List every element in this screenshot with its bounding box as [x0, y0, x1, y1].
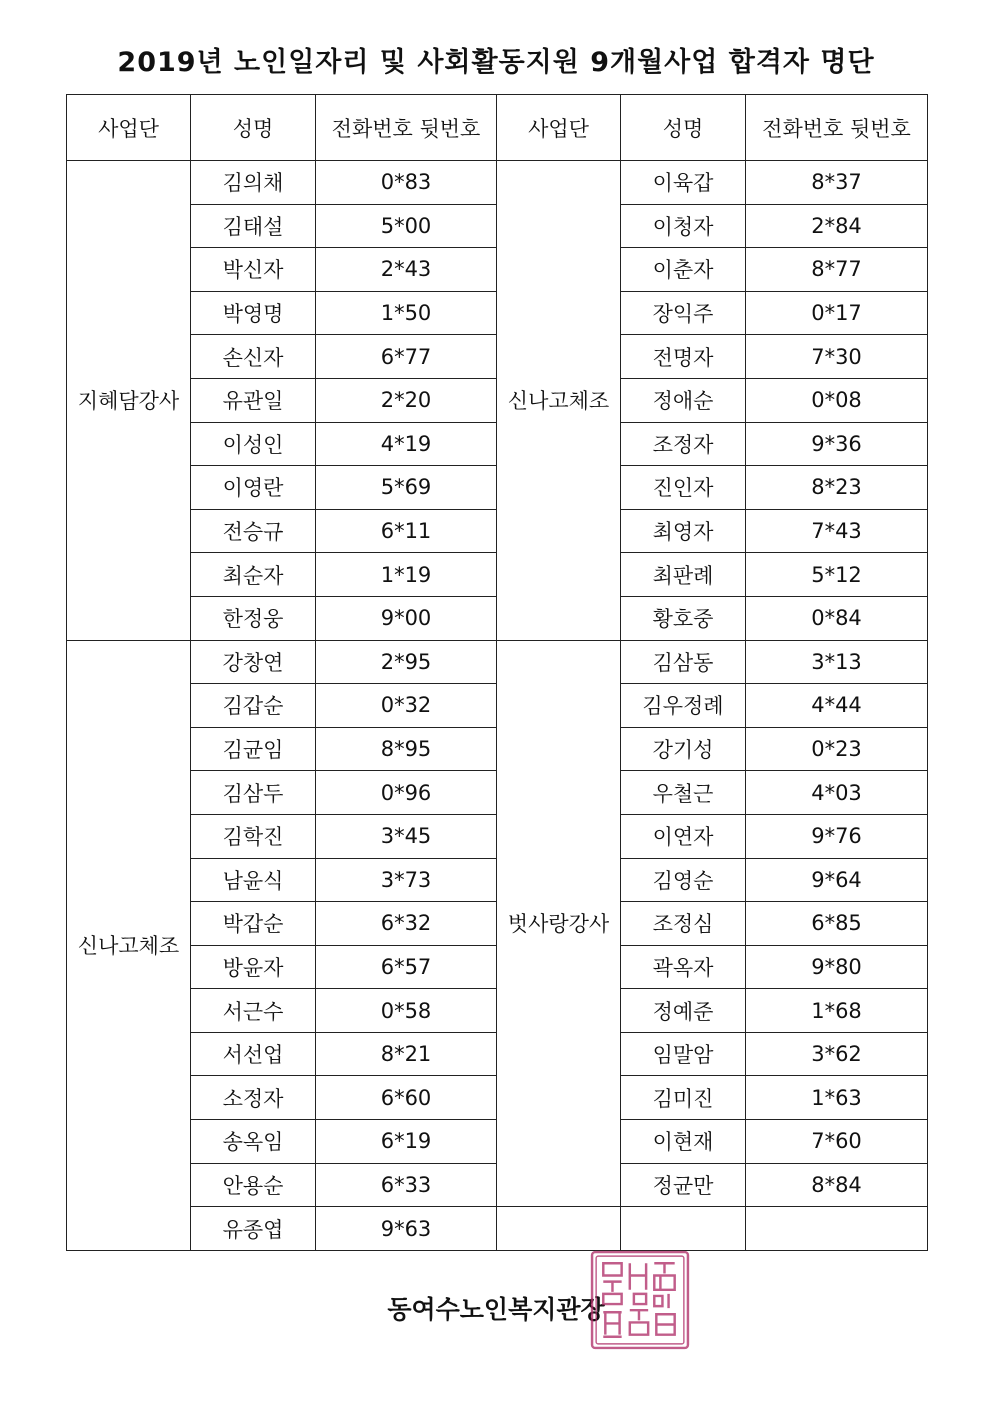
- header-phone-left: 전화번호 뒷번호: [316, 95, 497, 161]
- phone-cell-right: 0*23: [746, 727, 928, 771]
- name-cell-left: 강창연: [191, 640, 316, 684]
- phone-cell-left: 0*32: [316, 684, 497, 728]
- group-cell-left: 지혜담강사: [67, 161, 191, 641]
- name-cell-left: 방윤자: [191, 945, 316, 989]
- phone-cell-right: 4*44: [746, 684, 928, 728]
- empty-cell-right: [497, 1207, 621, 1251]
- phone-cell-right: 0*08: [746, 378, 928, 422]
- document-title: 2019년 노인일자리 및 사회활동지원 9개월사업 합격자 명단: [117, 47, 875, 78]
- name-cell-left: 김삼두: [191, 771, 316, 815]
- name-cell-left: 한정웅: [191, 596, 316, 640]
- name-cell-right: 우철근: [621, 771, 746, 815]
- table-row: [67, 1207, 928, 1251]
- phone-cell-left: 6*11: [316, 509, 497, 553]
- name-cell-left: 안용순: [191, 1163, 316, 1207]
- phone-cell-left: 1*50: [316, 291, 497, 335]
- name-cell-left: 김태설: [191, 204, 316, 248]
- header-phone-right: 전화번호 뒷번호: [746, 95, 928, 161]
- phone-cell-left: 0*83: [316, 161, 497, 205]
- name-cell-left: 서근수: [191, 989, 316, 1033]
- phone-cell-left: 0*96: [316, 771, 497, 815]
- phone-cell-right: 7*30: [746, 335, 928, 379]
- name-cell-right: 정예준: [621, 989, 746, 1033]
- name-cell-right: 전명자: [621, 335, 746, 379]
- phone-cell-right: 1*68: [746, 989, 928, 1033]
- name-cell-right: 진인자: [621, 466, 746, 510]
- name-cell-left: 소정자: [191, 1076, 316, 1120]
- phone-cell-left: 8*95: [316, 727, 497, 771]
- name-cell-right: 김미진: [621, 1076, 746, 1120]
- phone-cell-left: 5*69: [316, 466, 497, 510]
- name-cell-right: [621, 1207, 746, 1251]
- header-name-left: 성명: [191, 95, 316, 161]
- name-cell-right: 곽옥자: [621, 945, 746, 989]
- official-seal-icon: [589, 1248, 691, 1352]
- phone-cell-right: 8*23: [746, 466, 928, 510]
- name-cell-right: 최영자: [621, 509, 746, 553]
- phone-cell-right: 9*36: [746, 422, 928, 466]
- group-cell-right: 벗사랑강사: [497, 640, 621, 1207]
- name-cell-right: 김영순: [621, 858, 746, 902]
- name-cell-left: 박신자: [191, 248, 316, 292]
- phone-cell-left: 9*63: [316, 1207, 497, 1251]
- name-cell-right: 이청자: [621, 204, 746, 248]
- name-cell-right: 장익주: [621, 291, 746, 335]
- table-row: [67, 161, 928, 205]
- name-cell-right: 조정자: [621, 422, 746, 466]
- name-cell-right: 이연자: [621, 814, 746, 858]
- name-cell-left: 박영명: [191, 291, 316, 335]
- header-group-left: 사업단: [67, 95, 191, 161]
- name-cell-right: 최판례: [621, 553, 746, 597]
- name-cell-right: 임말암: [621, 1032, 746, 1076]
- name-cell-left: 박갑순: [191, 902, 316, 946]
- name-cell-left: 서선업: [191, 1032, 316, 1076]
- name-cell-right: 황호중: [621, 596, 746, 640]
- name-cell-right: 김우정례: [621, 684, 746, 728]
- name-cell-left: 김균임: [191, 727, 316, 771]
- phone-cell-right: 7*43: [746, 509, 928, 553]
- phone-cell-left: 3*45: [316, 814, 497, 858]
- phone-cell-left: 6*77: [316, 335, 497, 379]
- table-row: [67, 640, 928, 684]
- name-cell-left: 유관일: [191, 378, 316, 422]
- phone-cell-right: 5*12: [746, 553, 928, 597]
- phone-cell-right: [746, 1207, 928, 1251]
- roster-body: [67, 161, 928, 1251]
- phone-cell-left: 3*73: [316, 858, 497, 902]
- header-row: [67, 95, 928, 161]
- phone-cell-left: 2*20: [316, 378, 497, 422]
- phone-cell-left: 0*58: [316, 989, 497, 1033]
- name-cell-right: 이육갑: [621, 161, 746, 205]
- phone-cell-left: 5*00: [316, 204, 497, 248]
- phone-cell-left: 6*19: [316, 1120, 497, 1164]
- phone-cell-right: 9*80: [746, 945, 928, 989]
- phone-cell-left: 9*00: [316, 596, 497, 640]
- phone-cell-left: 6*57: [316, 945, 497, 989]
- name-cell-left: 유종엽: [191, 1207, 316, 1251]
- phone-cell-left: 8*21: [316, 1032, 497, 1076]
- roster-table: [66, 94, 928, 1251]
- phone-cell-left: 6*33: [316, 1163, 497, 1207]
- name-cell-right: 정애순: [621, 378, 746, 422]
- name-cell-left: 송옥임: [191, 1120, 316, 1164]
- name-cell-right: 이춘자: [621, 248, 746, 292]
- name-cell-left: 이영란: [191, 466, 316, 510]
- name-cell-left: 이성인: [191, 422, 316, 466]
- name-cell-right: 강기성: [621, 727, 746, 771]
- name-cell-right: 정균만: [621, 1163, 746, 1207]
- name-cell-left: 김갑순: [191, 684, 316, 728]
- header-group-right: 사업단: [497, 95, 621, 161]
- name-cell-left: 최순자: [191, 553, 316, 597]
- name-cell-left: 남윤식: [191, 858, 316, 902]
- phone-cell-left: 6*60: [316, 1076, 497, 1120]
- name-cell-right: 조정심: [621, 902, 746, 946]
- name-cell-left: 김학진: [191, 814, 316, 858]
- name-cell-right: 이현재: [621, 1120, 746, 1164]
- phone-cell-left: 2*95: [316, 640, 497, 684]
- phone-cell-right: 1*63: [746, 1076, 928, 1120]
- phone-cell-right: 0*84: [746, 596, 928, 640]
- group-cell-right: 신나고체조: [497, 161, 621, 641]
- phone-cell-right: 2*84: [746, 204, 928, 248]
- name-cell-left: 손신자: [191, 335, 316, 379]
- phone-cell-right: 4*03: [746, 771, 928, 815]
- name-cell-right: 김삼동: [621, 640, 746, 684]
- phone-cell-right: 9*64: [746, 858, 928, 902]
- name-cell-left: 김의채: [191, 161, 316, 205]
- phone-cell-left: 6*32: [316, 902, 497, 946]
- phone-cell-left: 2*43: [316, 248, 497, 292]
- phone-cell-left: 4*19: [316, 422, 497, 466]
- phone-cell-right: 3*62: [746, 1032, 928, 1076]
- issuer-signature: 동여수노인복지관장: [387, 1295, 605, 1324]
- header-name-right: 성명: [621, 95, 746, 161]
- phone-cell-left: 1*19: [316, 553, 497, 597]
- phone-cell-right: 0*17: [746, 291, 928, 335]
- phone-cell-right: 3*13: [746, 640, 928, 684]
- phone-cell-right: 8*77: [746, 248, 928, 292]
- phone-cell-right: 7*60: [746, 1120, 928, 1164]
- group-cell-left: 신나고체조: [67, 640, 191, 1250]
- phone-cell-right: 8*84: [746, 1163, 928, 1207]
- phone-cell-right: 8*37: [746, 161, 928, 205]
- phone-cell-right: 6*85: [746, 902, 928, 946]
- phone-cell-right: 9*76: [746, 814, 928, 858]
- name-cell-left: 전승규: [191, 509, 316, 553]
